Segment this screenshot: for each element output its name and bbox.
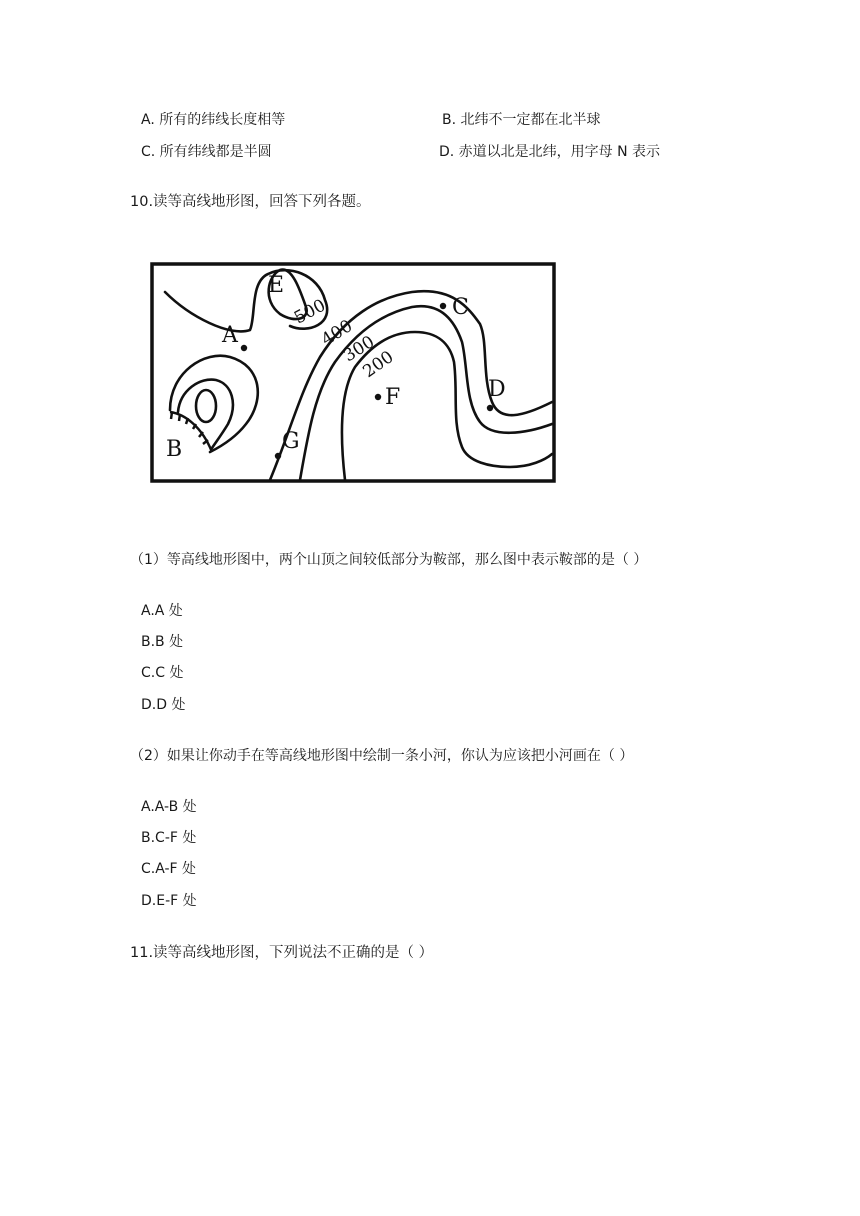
contour-label-400: 400 xyxy=(318,316,357,351)
label-d: D xyxy=(488,377,506,402)
q10-sub2-option-a: A.A-B 处 xyxy=(141,799,197,815)
label-e: E xyxy=(268,273,285,298)
q10-sub1-stem: （1）等高线地形图中，两个山顶之间较低部分为鞍部，那么图中表示鞍部的是（ ） xyxy=(130,552,648,568)
label-a: A xyxy=(222,323,238,348)
q9-option-b: B. 北纬不一定都在北半球 xyxy=(442,112,601,128)
point-d xyxy=(487,405,493,411)
label-c: C xyxy=(452,295,469,320)
contour-b xyxy=(170,356,258,452)
q10-sub2-option-b: B.C-F 处 xyxy=(141,830,197,846)
q9-option-d: D. 赤道以北是北纬，用字母 N 表示 xyxy=(439,144,661,160)
contour-b-small xyxy=(196,390,216,422)
q10-sub1-option-c: C.C 处 xyxy=(141,665,184,681)
label-b: B xyxy=(166,437,183,462)
q11-stem: 11.读等高线地形图，下列说法不正确的是（ ） xyxy=(130,945,434,961)
contour-label-300: 300 xyxy=(340,332,379,367)
contour-label-500: 500 xyxy=(290,295,330,329)
point-a xyxy=(241,345,247,351)
point-g xyxy=(275,453,281,459)
q10-sub2-stem: （2）如果让你动手在等高线地形图中绘制一条小河，你认为应该把小河画在（ ） xyxy=(130,748,634,764)
contour-label-200: 200 xyxy=(359,347,398,383)
q10-sub2-option-c: C.A-F 处 xyxy=(141,861,197,877)
label-f: F xyxy=(385,385,401,410)
contour-200 xyxy=(342,332,552,480)
q10-sub1-option-d: D.D 处 xyxy=(141,697,186,713)
q10-sub1-option-a: A.A 处 xyxy=(141,603,183,619)
q10-sub1-option-b: B.B 处 xyxy=(141,634,184,650)
q9-option-c: C. 所有纬线都是半圆 xyxy=(141,144,272,160)
point-f xyxy=(375,394,381,400)
q9-option-a: A. 所有的纬线长度相等 xyxy=(141,112,286,128)
contour-map xyxy=(150,262,560,484)
point-c xyxy=(440,303,446,309)
q10-sub2-option-d: D.E-F 处 xyxy=(141,893,197,909)
label-g: G xyxy=(282,429,300,454)
q10-stem: 10.读等高线地形图，回答下列各题。 xyxy=(130,194,371,210)
